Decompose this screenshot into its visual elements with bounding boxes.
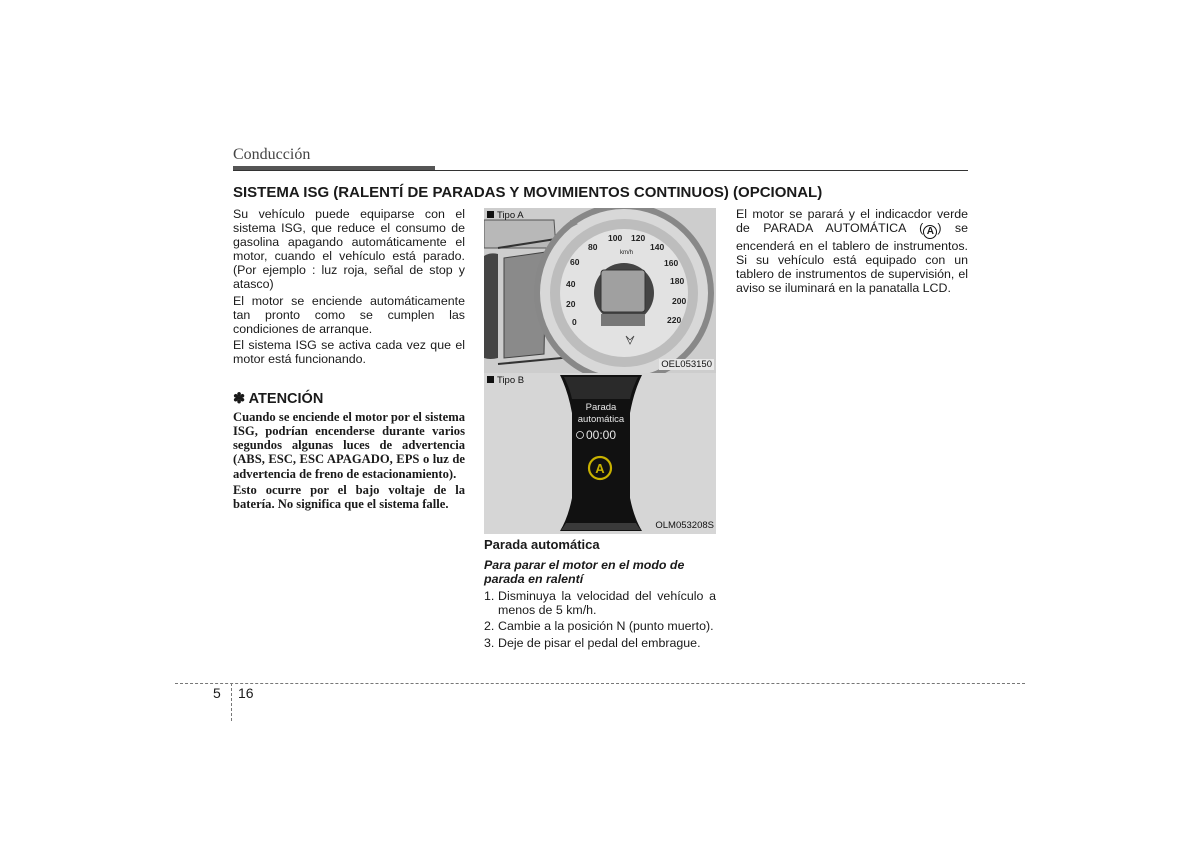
tick-label: 80 [588, 242, 598, 252]
subsection-subheading: Para parar el motor en el modo de parada en ralentí [484, 558, 685, 587]
square-bullet-icon [487, 376, 494, 383]
speedometer-illustration [484, 208, 716, 373]
tick-label: 60 [570, 257, 580, 267]
paragraph: El motor se enciende automáticamente tan pronto como se cumplen las condiciones de arranque. [233, 293, 465, 336]
auto-stop-icon: A [923, 225, 937, 239]
subsection-heading: Parada automática [484, 537, 600, 552]
page-section-number: 5 [213, 685, 221, 701]
warning-text: Cuando se enciende el motor por el sistema ISG, podrían encenderse durante varios segundos algunas luces de advertencia (ABS, ESC, ESC APAGADO, EPS o luz de advertencia de freno de estacionamiento). [233, 410, 465, 481]
warning-title: ✽ ATENCIÓN [233, 391, 324, 408]
page-title: SISTEMA ISG (RALENTÍ DE PARADAS Y MOVIMIENTOS CONTINUOS) (OPCIONAL) [233, 184, 823, 201]
square-bullet-icon [487, 211, 494, 218]
tick-label: 100 [608, 233, 623, 243]
section-title: Conducción [233, 146, 311, 163]
paragraph: Su vehículo puede equiparse con el sistema ISG, que reduce el consumo de gasolina apagando automáticamente el motor, cuando el vehículo está parado. (Por ejemplo : luz roja, señal de stop y atasco) [233, 207, 465, 292]
tick-label: 20 [566, 299, 576, 309]
page-number: 16 [238, 685, 254, 701]
lcd-timer: 00:00 [586, 428, 617, 442]
auto-stop-icon-letter: A [595, 461, 605, 476]
lcd-display-illustration [484, 373, 716, 534]
list-item: 1. Disminuya la velocidad del vehículo a menos de 5 km/h. [484, 589, 716, 618]
tick-label: 40 [566, 279, 576, 289]
right-column [736, 207, 968, 297]
footer-vertical-divider [231, 683, 232, 721]
warning-text: Esto ocurre por el bajo voltaje de la batería. No significa que el sistema falle. [233, 482, 465, 511]
paragraph: El motor se parará y el indicacdor verde de PARADA AUTOMÁTICA ( A ) se encenderá en el tablero de instrumentos. Si su vehículo está equipado con un tablero de instrumentos de supervisión, el aviso se iluminará en la panatalla LCD. [736, 207, 968, 296]
steps-list [484, 589, 716, 649]
tick-label: 140 [650, 242, 665, 252]
figure-type-a [484, 208, 716, 373]
unit-label: km/h [620, 250, 634, 256]
tick-label: 180 [670, 276, 685, 286]
figure-label: Tipo A [487, 210, 524, 221]
tick-label: 160 [664, 258, 679, 268]
lcd-text: Parada automática [577, 402, 625, 425]
figure-type-b [484, 373, 716, 534]
list-item: 2. Cambie a la posición N (punto muerto). [484, 619, 714, 634]
tick-label: 0 [572, 317, 577, 327]
paragraph: El sistema ISG se activa cada vez que el motor está funcionando. [233, 337, 465, 366]
tick-label: 200 [672, 296, 687, 306]
header-rule [233, 170, 968, 171]
tick-label: 120 [631, 233, 646, 243]
left-column [233, 207, 465, 513]
figure-code: OEL053150 [661, 359, 712, 370]
figure-label: Tipo B [487, 375, 524, 386]
footer-divider [175, 683, 1025, 684]
tick-label: 220 [667, 315, 682, 325]
figure-code: OLM053208S [655, 520, 714, 531]
list-item: 3. Deje de pisar el pedal del embrague. [484, 635, 701, 650]
middle-column [484, 538, 716, 652]
